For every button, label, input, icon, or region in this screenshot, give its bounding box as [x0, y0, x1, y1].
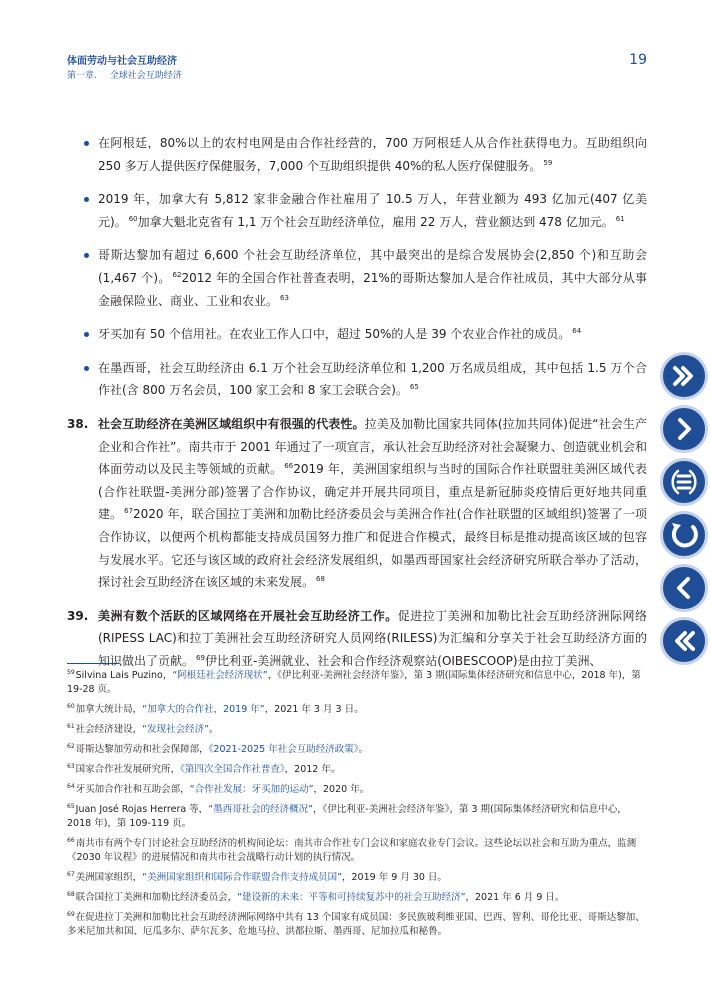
footnote-ref[interactable]: 60	[128, 214, 138, 223]
paragraph-number: 39.	[67, 608, 89, 623]
footnote-ref[interactable]: 66	[284, 462, 294, 471]
footnotes	[67, 669, 647, 945]
menu-button[interactable]	[660, 458, 708, 506]
chapter-number: 第一章.	[67, 71, 97, 81]
return-icon	[663, 514, 705, 556]
menu-icon	[663, 461, 705, 503]
chapter-line	[67, 68, 182, 81]
bullet-item-mexico: 在墨西哥，社会互助经济由 6.1 万个社会互助经济单位和 1,200 万名成员组成，其中包括 1.5 万个合作社(含 800 万名会员，100 家工会和 8 家工会联合会)。 $^{65}$	[67, 357, 647, 402]
footnote-link[interactable]: “阿根廷社会经济现状”	[172, 670, 268, 681]
next-page-button[interactable]	[660, 405, 708, 453]
footnote-link[interactable]: “美洲国家组织和国际合作联盟合作支持成员国”	[142, 872, 343, 883]
footnote: $^{67}$美洲国家组织，“美洲国家组织和国际合作联盟合作支持成员国”，2019 年 9 月 30 日。	[67, 871, 447, 883]
footnote-ref[interactable]: 62	[172, 270, 182, 279]
paragraph-lead: 社会互助经济在美洲区域组织中有很强的代表性。	[98, 416, 365, 431]
footnote: $^{62}$哥斯达黎加劳动和社会保障部，《2021-2025 年社会互助经济政策》。	[67, 743, 368, 755]
previous-icon	[663, 567, 705, 609]
main-text	[67, 132, 647, 683]
footnote: $^{66}$南共市有两个专门讨论社会互助经济的机构间论坛：南共市合作社专门会议和家庭农业专门会议。这些论坛以社会和互助为重点，监测《2030 年议程》的进展情况和南共市社会战略行动计划的执行情况。	[67, 837, 637, 863]
footnote-link[interactable]: 《2021-2025 年社会互助经济政策》	[208, 744, 359, 755]
footnote-ref[interactable]: 68	[316, 575, 325, 584]
previous-page-button[interactable]	[660, 564, 708, 612]
fast-backward-icon	[663, 620, 705, 662]
footnote: $^{61}$社会经济建设，“发现社会经济”。	[67, 723, 219, 735]
running-title: 体面劳动与社会互助经济	[67, 56, 177, 67]
footnote-ref[interactable]: 59	[543, 158, 553, 167]
paragraph-38: 38. 社会互助经济在美洲区域组织中有很强的代表性。拉美及加勒比国家共同体(拉加共同体)促进“社会生产企业和合作社”。南共市于 2001 年通过了一项宣言，承认社会互助经济对社会凝聚力、创造就业机会和体面劳动以及民主等领域的贡献。 $^{66}$2019 年，美洲国家组织与当时的国际合作社联盟驻美洲区域代表(合作社联盟-美洲分部)签署了合作协议，确定并开展共同项目，重点是新冠肺炎疫情后更好地共同重建。 $^{67}$2020 年，联合国拉丁美洲和加勒比经济委员会与美洲合作社(合作社联盟的区域组织)签署了一项合作协议，以便两个机构都能支持成员国努力推广和促进合作模式，最终目标是推动提高该区域的包容与发展水平。它还与该区域的政府社会经济发展组织，如墨西哥国家社会经济研究所联合举办了活动，探讨社会互助经济在该区域的未来发展。 $^{68}$	[67, 413, 647, 594]
bullet-item-jamaica: 牙买加有 50 个信用社。在农业工作人口中，超过 50%的人是 39 个农业合作社的成员。 $^{64}$	[67, 323, 647, 346]
footnote: $^{64}$牙买加合作社和互助会部，“合作社发展：牙买加的运动”，2020 年。	[67, 783, 370, 795]
footnote-ref[interactable]: 67	[124, 507, 134, 516]
footnote: $^{69}$在促进拉丁美洲和加勒比社会互助经济洲际网络中共有 13 个国家有成员国：多民族玻利维亚国、巴西、智利、哥伦比亚、哥斯达黎加、多米尼加共和国、厄瓜多尔、萨尔瓦多、危地马拉、洪都拉斯、墨西哥、尼加拉瓜和秘鲁。	[67, 911, 645, 937]
page-header	[67, 52, 647, 92]
footnote: $^{60}$加拿大统计局，“加拿大的合作社，2019 年”，2021 年 3 月 3 日。	[67, 703, 364, 715]
footnote-link[interactable]: “加拿大的合作社，2019 年”	[142, 704, 265, 715]
fast-forward-icon	[663, 355, 705, 397]
paragraph-number: 38.	[67, 416, 89, 431]
footnote-link[interactable]: “合作社发展：牙买加的运动”	[189, 784, 314, 795]
footnote-ref[interactable]: 65	[409, 383, 419, 392]
footnote-link[interactable]: 《第四次全国合作社普查》	[180, 764, 285, 775]
bullet-item-canada: 2019 年，加拿大有 5,812 家非金融合作社雇用了 10.5 万人，年营业额为 493 亿加元(407 亿美元)。 $^{60}$加拿大魁北克省有 1,1 万个社会互助经济单位，雇用 22 万人，营业额达到 478 亿加元。 $^{61}$	[67, 188, 647, 233]
fast-backward-button[interactable]	[660, 617, 708, 665]
footnote: $^{68}$联合国拉丁美洲和加勒比经济委员会，“建设新的未来：平等和可持续复苏中的社会互助经济”，2021 年 6 月 9 日。	[67, 891, 565, 903]
paragraph-lead: 美洲有数个活跃的区域网络在开展社会互助经济工作。	[98, 608, 398, 623]
footnote-link[interactable]: “发现社会经济”	[142, 724, 209, 735]
footnote: $^{63}$国家合作社发展研究所，《第四次全国合作社普查》，2012 年。	[67, 763, 341, 775]
bullet-item-argentina: 在阿根廷，80%以上的农村电网是由合作社经营的，700 万阿根廷人从合作社获得电力。互助组织向 250 多万人提供医疗保健服务，7,000 个互助组织提供 40%的私人医疗保健服务。 $^{59}$	[67, 132, 647, 177]
footnote-ref[interactable]: 63	[280, 293, 289, 302]
chapter-title: 全球社会互助经济	[109, 71, 182, 81]
footnote: $^{59}$Silvina Lais Puzino，“阿根廷社会经济现状”，《伊比利亚-美洲社会经济年鉴》，第 3 期(国际集体经济研究和信息中心，2018 年)，第 19-28 页。	[67, 669, 641, 695]
country-bullet-list	[67, 132, 647, 402]
footnote: $^{65}$Juan José Rojas Herrera 等，“墨西哥社会的经济概况”，《伊比利亚-美洲社会经济年鉴》，第 3 期(国际集体经济研究和信息中心，2018 年)，第 109-119 页。	[67, 803, 627, 829]
footnote-ref[interactable]: 69	[196, 653, 205, 662]
footnote-link[interactable]: “建设新的未来：平等和可持续复苏中的社会互助经济”	[237, 892, 466, 903]
return-button[interactable]	[660, 511, 708, 559]
next-icon	[663, 408, 705, 450]
footnote-divider	[67, 663, 119, 664]
paragraph-39: 39. 美洲有数个活跃的区域网络在开展社会互助经济工作。促进拉丁美洲和加勒比社会互助经济洲际网络(RIPESS LAC)和拉丁美洲社会互助经济研究人员网络(RILESS)为汇编和分享关于社会互助经济方面的知识做出了贡献。 $^{69}$伊比利亚-美洲就业、社会和合作经济观察站(OIBESCOOP)是由拉丁美洲、	[67, 605, 647, 673]
bullet-item-costa-rica: 哥斯达黎加有超过 6,600 个社会互助经济单位，其中最突出的是综合发展协会(2,850 个)和互助会(1,467 个)。 $^{62}$2012 年的全国合作社普查表明，21%的哥斯达黎加人是合作社成员，其中大部分从事金融保险业、商业、工业和农业。 $^{63}$	[67, 244, 647, 312]
footnote-ref[interactable]: 61	[615, 214, 625, 223]
footnote-ref[interactable]: 64	[572, 327, 582, 336]
fast-forward-button[interactable]	[660, 352, 708, 400]
footnote-link[interactable]: “墨西哥社会的经济概况”	[208, 804, 314, 815]
page-number: 19	[629, 52, 647, 68]
